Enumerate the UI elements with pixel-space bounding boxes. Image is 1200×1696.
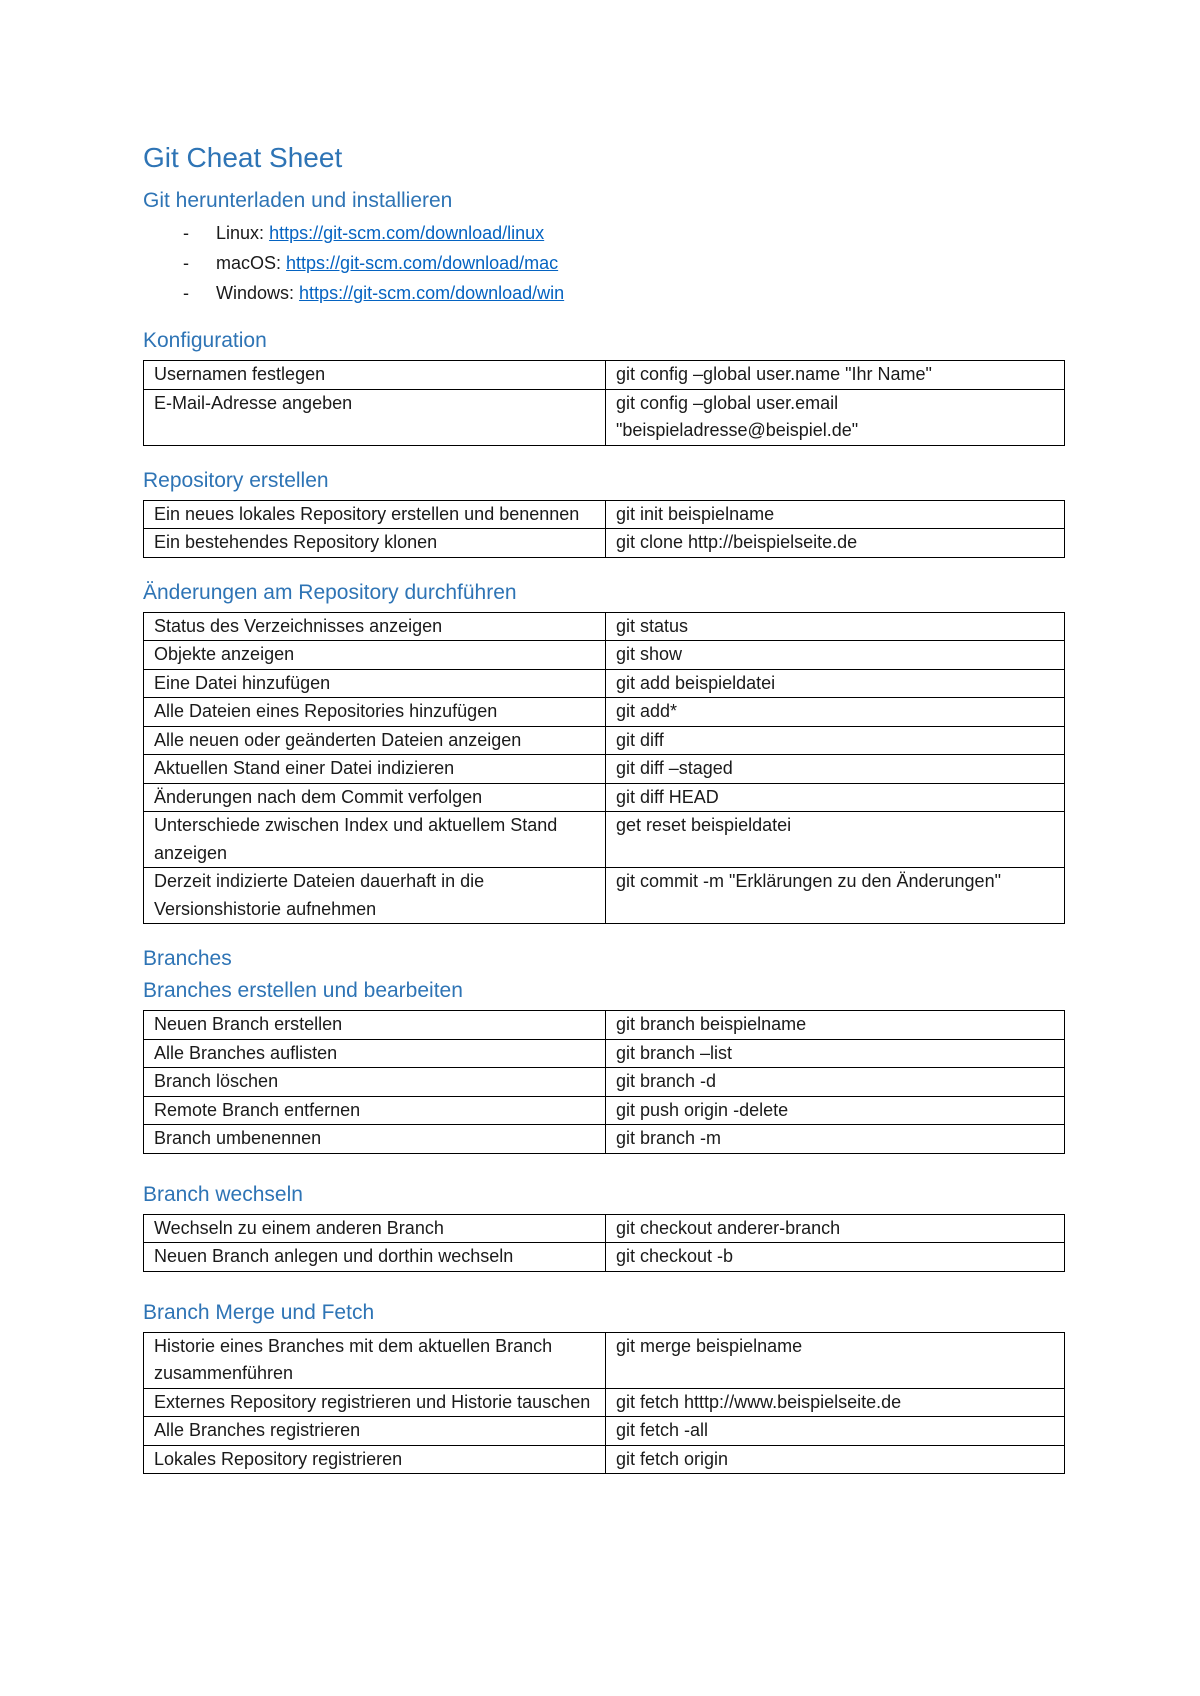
subsection-heading-wechseln: Branch wechseln	[143, 1182, 303, 1206]
description-cell: Ein neues lokales Repository erstellen und benennen	[144, 500, 606, 529]
os-label: Linux:	[216, 223, 265, 243]
os-label: Windows:	[216, 283, 295, 303]
download-link-win[interactable]: https://git-scm.com/download/win	[299, 283, 565, 303]
description-cell: Derzeit indizierte Dateien dauerhaft in die Versionshistorie aufnehmen	[144, 868, 606, 924]
table-row	[144, 1243, 1065, 1272]
table-row	[144, 868, 1065, 924]
description-cell: Branch löschen	[144, 1068, 606, 1097]
table-repository	[143, 500, 1065, 558]
table-row	[144, 698, 1065, 727]
description-cell: Usernamen festlegen	[144, 361, 606, 390]
table-row	[144, 1039, 1065, 1068]
command-cell: git fetch origin	[606, 1445, 1065, 1474]
download-list	[143, 218, 1065, 308]
description-cell: Ein bestehendes Repository klonen	[144, 529, 606, 558]
description-cell: Neuen Branch anlegen und dorthin wechseln	[144, 1243, 606, 1272]
table-row	[144, 812, 1065, 868]
table-aenderungen	[143, 612, 1065, 925]
section-heading-konfiguration: Konfiguration	[143, 329, 267, 352]
table-row	[144, 1068, 1065, 1097]
table-row	[144, 726, 1065, 755]
table-row	[144, 1125, 1065, 1154]
command-cell: git branch beispielname	[606, 1011, 1065, 1040]
command-cell: git branch -m	[606, 1125, 1065, 1154]
table-row	[144, 1417, 1065, 1446]
command-cell: git branch –list	[606, 1039, 1065, 1068]
os-label: macOS:	[216, 253, 282, 273]
table-row	[144, 641, 1065, 670]
command-cell: git init beispielname	[606, 500, 1065, 529]
list-item-linux	[143, 218, 1065, 248]
table-row	[144, 755, 1065, 784]
subsection-heading-erstellen: Branches erstellen und bearbeiten	[143, 979, 463, 1002]
description-cell: Neuen Branch erstellen	[144, 1011, 606, 1040]
table-row	[144, 1445, 1065, 1474]
command-cell: git fetch -all	[606, 1417, 1065, 1446]
description-cell: Lokales Repository registrieren	[144, 1445, 606, 1474]
description-cell: Alle neuen oder geänderten Dateien anzeigen	[144, 726, 606, 755]
description-cell: Status des Verzeichnisses anzeigen	[144, 612, 606, 641]
table-row	[144, 1332, 1065, 1388]
section-heading-aenderungen: Änderungen am Repository durchführen	[143, 580, 517, 604]
section-heading-branches: Branches	[143, 947, 232, 970]
table-row	[144, 1388, 1065, 1417]
table-row	[144, 529, 1065, 558]
description-cell: Historie eines Branches mit dem aktuellen Branch zusammenführen	[144, 1332, 606, 1388]
description-cell: E-Mail-Adresse angeben	[144, 389, 606, 445]
command-cell: git add*	[606, 698, 1065, 727]
table-row	[144, 361, 1065, 390]
description-cell: Alle Branches auflisten	[144, 1039, 606, 1068]
table-konfiguration	[143, 360, 1065, 446]
description-cell: Remote Branch entfernen	[144, 1096, 606, 1125]
list-dash: -	[183, 283, 189, 303]
command-cell: git branch -d	[606, 1068, 1065, 1097]
subsection-heading-merge: Branch Merge und Fetch	[143, 1300, 375, 1324]
command-cell: git add beispieldatei	[606, 669, 1065, 698]
command-cell: git config –global user.name "Ihr Name"	[606, 361, 1065, 390]
command-cell: git clone http://beispielseite.de	[606, 529, 1065, 558]
command-cell: git checkout -b	[606, 1243, 1065, 1272]
description-cell: Änderungen nach dem Commit verfolgen	[144, 783, 606, 812]
command-cell: git diff HEAD	[606, 783, 1065, 812]
document-content	[143, 140, 1065, 1474]
download-link-mac[interactable]: https://git-scm.com/download/mac	[286, 253, 559, 273]
table-row	[144, 389, 1065, 445]
description-cell: Aktuellen Stand einer Datei indizieren	[144, 755, 606, 784]
table-row	[144, 1096, 1065, 1125]
list-item-windows	[143, 278, 1065, 308]
command-cell: git push origin -delete	[606, 1096, 1065, 1125]
description-cell: Objekte anzeigen	[144, 641, 606, 670]
download-link-linux[interactable]: https://git-scm.com/download/linux	[269, 223, 545, 243]
table-row	[144, 500, 1065, 529]
description-cell: Eine Datei hinzufügen	[144, 669, 606, 698]
command-cell: git diff	[606, 726, 1065, 755]
table-row	[144, 1011, 1065, 1040]
description-cell: Alle Dateien eines Repositories hinzufügen	[144, 698, 606, 727]
description-cell: Unterschiede zwischen Index und aktuellem Stand anzeigen	[144, 812, 606, 868]
command-cell: git diff –staged	[606, 755, 1065, 784]
table-row	[144, 1214, 1065, 1243]
page-title: Git Cheat Sheet	[143, 142, 343, 173]
table-branches-merge	[143, 1332, 1065, 1475]
command-cell: git commit -m "Erklärungen zu den Änderungen"	[606, 868, 1065, 924]
command-cell: get reset beispieldatei	[606, 812, 1065, 868]
table-branches-erstellen	[143, 1010, 1065, 1154]
table-row	[144, 612, 1065, 641]
list-item-macos	[143, 248, 1065, 278]
command-cell: git fetch htttp://www.beispielseite.de	[606, 1388, 1065, 1417]
description-cell: Externes Repository registrieren und Historie tauschen	[144, 1388, 606, 1417]
command-cell: git show	[606, 641, 1065, 670]
section-heading-repository: Repository erstellen	[143, 468, 329, 492]
command-cell: git checkout anderer-branch	[606, 1214, 1065, 1243]
table-branches-wechseln	[143, 1214, 1065, 1272]
list-dash: -	[183, 223, 189, 243]
table-row	[144, 669, 1065, 698]
command-cell: git merge beispielname	[606, 1332, 1065, 1388]
description-cell: Alle Branches registrieren	[144, 1417, 606, 1446]
list-dash: -	[183, 253, 189, 273]
description-cell: Branch umbenennen	[144, 1125, 606, 1154]
command-cell: git status	[606, 612, 1065, 641]
command-cell: git config –global user.email "beispieladresse@beispiel.de"	[606, 389, 1065, 445]
description-cell: Wechseln zu einem anderen Branch	[144, 1214, 606, 1243]
section-heading-download: Git herunterladen und installieren	[143, 189, 453, 212]
table-row	[144, 783, 1065, 812]
